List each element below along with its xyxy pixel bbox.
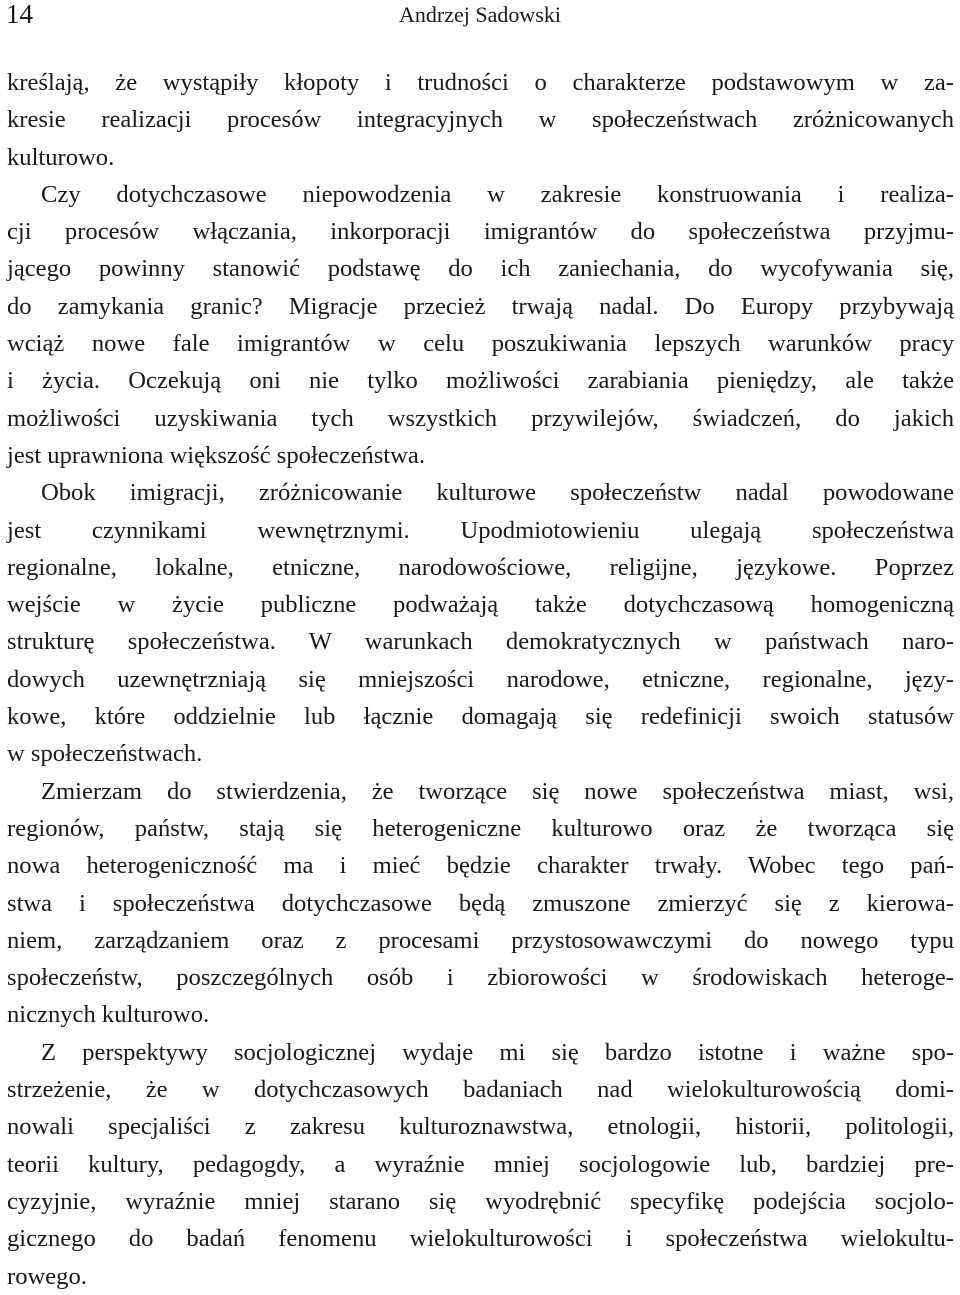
running-head-author: Andrzej Sadowski — [399, 2, 561, 27]
paragraph — [7, 773, 954, 1034]
text-line: cyzyjnie, wyraźnie mniej starano się wyodrębnić specyfikę podejścia socjolo- — [7, 1187, 954, 1215]
page-number: 14 — [6, 0, 33, 29]
text-line: nowali specjaliści z zakresu kulturoznawstwa, etnologii, historii, politologii, — [7, 1113, 954, 1141]
text-line: jest uprawniona większość społeczeństwa. — [7, 441, 425, 469]
text-line: i życia. Oczekują oni nie tylko możliwości zarabiania pieniędzy, ale także — [7, 367, 954, 395]
text-line: możliwości uzyskiwania tych wszystkich przywilejów, świadczeń, do jakich — [7, 404, 954, 432]
paragraph — [7, 1034, 954, 1295]
text-line: kowe, które oddzielnie lub łącznie domagają się redefinicji swoich statusów — [7, 703, 954, 731]
text-line: stwa i społeczeństwa dotychczasowe będą zmuszone zmierzyć się z kierowa- — [7, 889, 954, 917]
text-line: społeczeństw, poszczególnych osób i zbiorowości w środowiskach heteroge- — [7, 964, 954, 992]
text-line: wejście w życie publiczne podważają także dotychczasową homogeniczną — [7, 591, 954, 619]
text-line: strzeżenie, że w dotychczasowych badaniach nad wielokulturowością domi- — [7, 1076, 954, 1104]
text-line: do zamykania granic? Migracje przecież trwają nadal. Do Europy przybywają — [7, 292, 954, 320]
text-line: jest czynnikami wewnętrznymi. Upodmiotowieniu ulegają społeczeństwa — [7, 516, 954, 544]
body-text — [7, 64, 954, 1295]
text-line: w społeczeństwach. — [7, 740, 203, 768]
text-line: dowych uzewnętrzniają się mniejszości narodowe, etniczne, regionalne, języ- — [7, 665, 954, 693]
text-line: regionalne, lokalne, etniczne, narodowościowe, religijne, językowe. Poprzez — [7, 553, 954, 581]
paragraph — [7, 64, 954, 176]
paragraph — [7, 474, 954, 772]
text-line: Czy dotychczasowe niepowodzenia w zakresie konstruowania i realiza- — [41, 180, 954, 208]
page-header — [0, 0, 960, 36]
text-line: wciąż nowe fale imigrantów w celu poszukiwania lepszych warunków pracy — [7, 330, 954, 358]
text-line: rowego. — [7, 1262, 87, 1290]
text-line: cji procesów włączania, inkorporacji imigrantów do społeczeństwa przyjmu- — [7, 218, 954, 246]
text-line: niem, zarządzaniem oraz z procesami przystosowawczymi do nowego typu — [7, 926, 954, 954]
text-line: Zmierzam do stwierdzenia, że tworzące się nowe społeczeństwa miast, wsi, — [41, 777, 954, 805]
text-line: regionów, państw, stają się heterogeniczne kulturowo oraz że tworząca się — [7, 814, 954, 842]
text-line: jącego powinny stanowić podstawę do ich zaniechania, do wycofywania się, — [7, 255, 954, 283]
text-line: kreślają, że wystąpiły kłopoty i trudności o charakterze podstawowym w za- — [7, 69, 954, 96]
text-line: Z perspektywy socjologicznej wydaje mi się bardzo istotne i ważne spo- — [41, 1038, 954, 1066]
text-line: strukturę społeczeństwa. W warunkach demokratycznych w państwach naro- — [7, 628, 954, 656]
text-line: kulturowo. — [7, 143, 115, 171]
text-line: nicznych kulturowo. — [7, 1001, 210, 1029]
text-line: kresie realizacji procesów integracyjnych w społeczeństwach zróżnicowanych — [7, 106, 954, 134]
text-line: teorii kultury, pedagogdy, a wyraźnie mniej socjologowie lub, bardziej pre- — [7, 1150, 954, 1178]
text-line: gicznego do badań fenomenu wielokulturowości i społeczeństwa wielokultu- — [7, 1225, 954, 1253]
text-line: nowa heterogeniczność ma i mieć będzie charakter trwały. Wobec tego pań- — [7, 852, 954, 880]
paragraph — [7, 176, 954, 474]
text-line: Obok imigracji, zróżnicowanie kulturowe społeczeństw nadal powodowane — [41, 479, 954, 507]
